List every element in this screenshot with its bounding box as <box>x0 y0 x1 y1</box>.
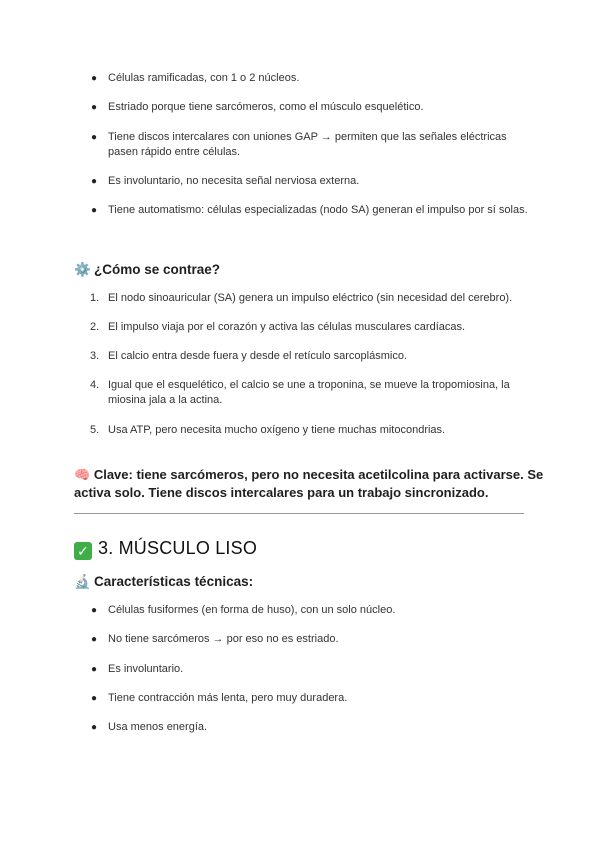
list-item-text: Es involuntario, no necesita señal nerviosa externa. <box>108 175 360 187</box>
list-item-text: Usa menos energía. <box>108 721 208 733</box>
check-mark-icon: ✓ <box>74 542 92 560</box>
bullet-icon: ● <box>91 634 98 645</box>
gear-icon: ⚙️ <box>74 262 91 277</box>
section-divider <box>74 513 524 514</box>
list-item-text: Células fusiformes (en forma de huso), con un solo núcleo. <box>108 604 396 616</box>
list-item-text: Estriado porque tiene sarcómeros, como el músculo esquelético. <box>108 101 424 113</box>
list-item-text: El nodo sinoauricular (SA) genera un impulso eléctrico (sin necesidad del cerebro). <box>108 292 513 304</box>
list-item-text: Usa ATP, pero necesita mucho oxígeno y tiene muchas mitocondrias. <box>108 424 446 436</box>
step-number: 5. <box>90 424 100 436</box>
step-number: 4. <box>90 379 100 391</box>
bullet-icon: ● <box>91 722 98 733</box>
step-number: 1. <box>90 292 100 304</box>
brain-icon: 🧠 <box>74 467 91 482</box>
bullet-icon: ● <box>91 73 98 84</box>
list-item-text: Tiene automatismo: células especializadas (nodo SA) generan el impulso por sí solas. <box>108 204 528 216</box>
section-title: 3. MÚSCULO LISO <box>98 538 258 558</box>
heading-text: Características técnicas: <box>94 574 254 589</box>
list-item-text: Tiene discos intercalares con uniones GAP → permiten que las señales eléctricas pasen rápido entre células. <box>108 131 507 158</box>
contraction-heading <box>74 262 220 278</box>
list-item-text: El calcio entra desde fuera y desde el retículo sarcoplásmico. <box>108 350 407 362</box>
bullet-icon: ● <box>91 693 98 704</box>
list-item-text: El impulso viaja por el corazón y activa las células musculares cardíacas. <box>108 321 466 333</box>
list-item-text: Igual que el esquelético, el calcio se une a troponina, se mueve la tropomiosina, la miosina jala a la actina. <box>108 379 510 406</box>
list-item-text: No tiene sarcómeros → por eso no es estriado. <box>108 633 339 645</box>
step-number: 2. <box>90 321 100 333</box>
bullet-icon: ● <box>91 176 98 187</box>
technical-features-heading <box>74 574 253 590</box>
bullet-icon: ● <box>91 102 98 113</box>
list-item-text: Es involuntario. <box>108 663 184 675</box>
bullet-icon: ● <box>91 664 98 675</box>
bullet-icon: ● <box>91 205 98 216</box>
key-note-text: Clave: tiene sarcómeros, pero no necesita acetilcolina para activarse. Se activa solo. Tiene discos intercalares para un trabajo sincronizado. <box>74 467 544 500</box>
microscope-icon: 🔬 <box>74 574 91 589</box>
list-item-text: Células ramificadas, con 1 o 2 núcleos. <box>108 72 300 84</box>
step-number: 3. <box>90 350 100 362</box>
list-item-text: Tiene contracción más lenta, pero muy duradera. <box>108 692 348 704</box>
bullet-icon: ● <box>91 605 98 616</box>
section-heading <box>74 538 257 560</box>
heading-text: ¿Cómo se contrae? <box>94 262 221 277</box>
key-note <box>74 466 544 502</box>
bullet-icon: ● <box>91 132 98 143</box>
